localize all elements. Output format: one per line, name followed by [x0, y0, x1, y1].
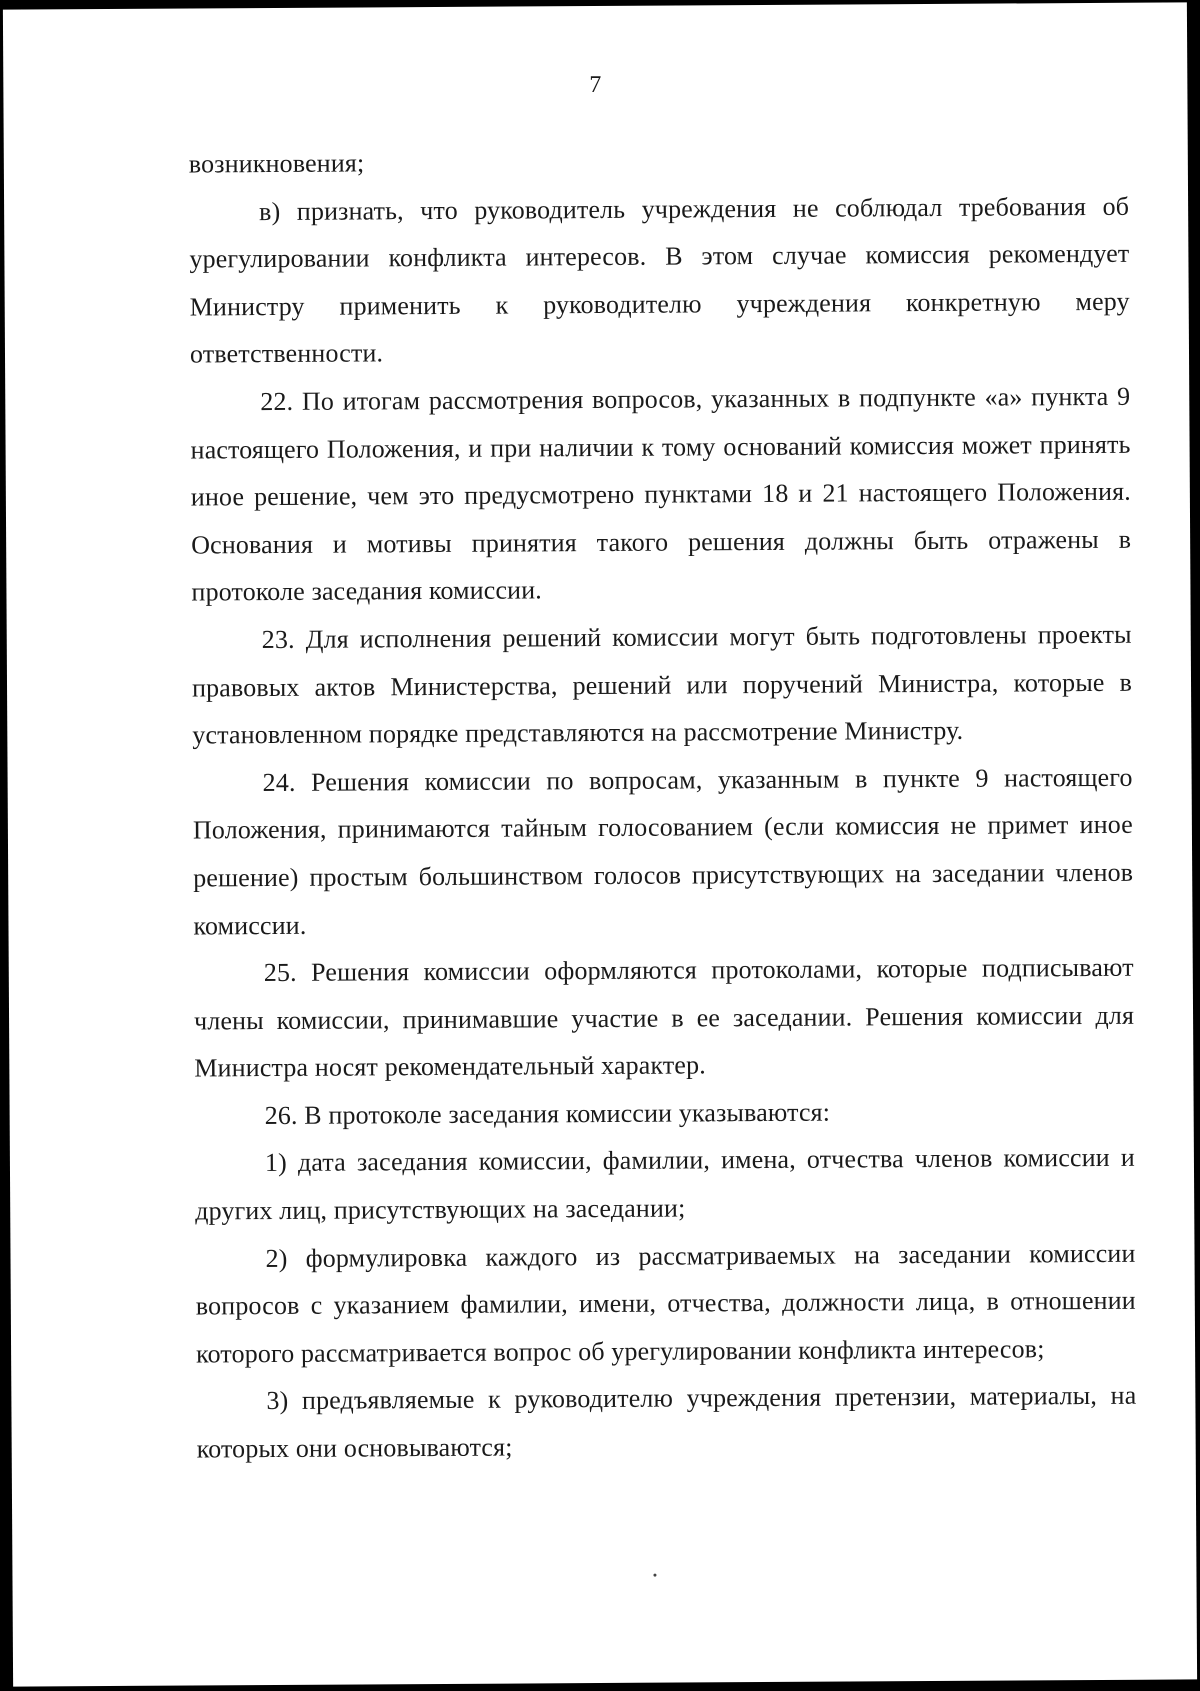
list-item-2: 2) формулировка каждого из рассматриваемых на заседании комиссии вопросов с указанием фамилии, имени, отчества, должности лица, в отношении которого рассматривается вопрос об урегулировании конфликта интересов;: [195, 1238, 1136, 1369]
paragraph-item-v: в) признать, что руководитель учреждения не соблюдал требования об урегулировании конфликта интересов. В этом случае комиссия рекомендует Министру применить к руководителю учреждения конкретную меру ответственности.: [189, 191, 1130, 369]
document-body: [189, 135, 1137, 1473]
paragraph-24: 24. Решения комиссии по вопросам, указанным в пункте 9 настоящего Положения, принимаются тайным голосованием (если комиссия не примет иное решение) простым большинством голосов присутствующих на заседании членов комиссии.: [192, 762, 1134, 940]
list-item-3: 3) предъявляемые к руководителю учреждения претензии, материалы, на которых они основываются;: [196, 1381, 1137, 1464]
list-item-1: 1) дата заседания комиссии, фамилии, имена, отчества членов комиссии и других лиц, присутствующих на заседании;: [195, 1143, 1136, 1226]
document-page: [3, 2, 1197, 1686]
paragraph-23: 23. Для исполнения решений комиссии могут быть подготовлены проекты правовых актов Министерства, решений или поручений Министра, которые в установленном порядке представляются на рассмотрение Министру.: [191, 619, 1133, 750]
scan-speck: [653, 1574, 656, 1577]
page-number: 7: [589, 71, 602, 99]
paragraph-22: 22. По итогам рассмотрения вопросов, указанных в подпункте «а» пункта 9 настоящего Положения, и при наличии к тому оснований комиссия может принять иное решение, чем это предусмотрено пунктами 18 и 21 настоящего Положения. Основания и мотивы принятия такого решения должны быть отражены в протоколе заседания комиссии.: [190, 381, 1132, 607]
paragraph-continuation: возникновения;: [188, 148, 365, 179]
paragraph-26: 26. В протоколе заседания комиссии указываются:: [264, 1097, 831, 1130]
paragraph-25: 25. Решения комиссии оформляются протоколами, которые подписывают члены комиссии, принимавшие участие в ее заседании. Решения комиссии для Министра носят рекомендательный характер.: [193, 952, 1135, 1083]
